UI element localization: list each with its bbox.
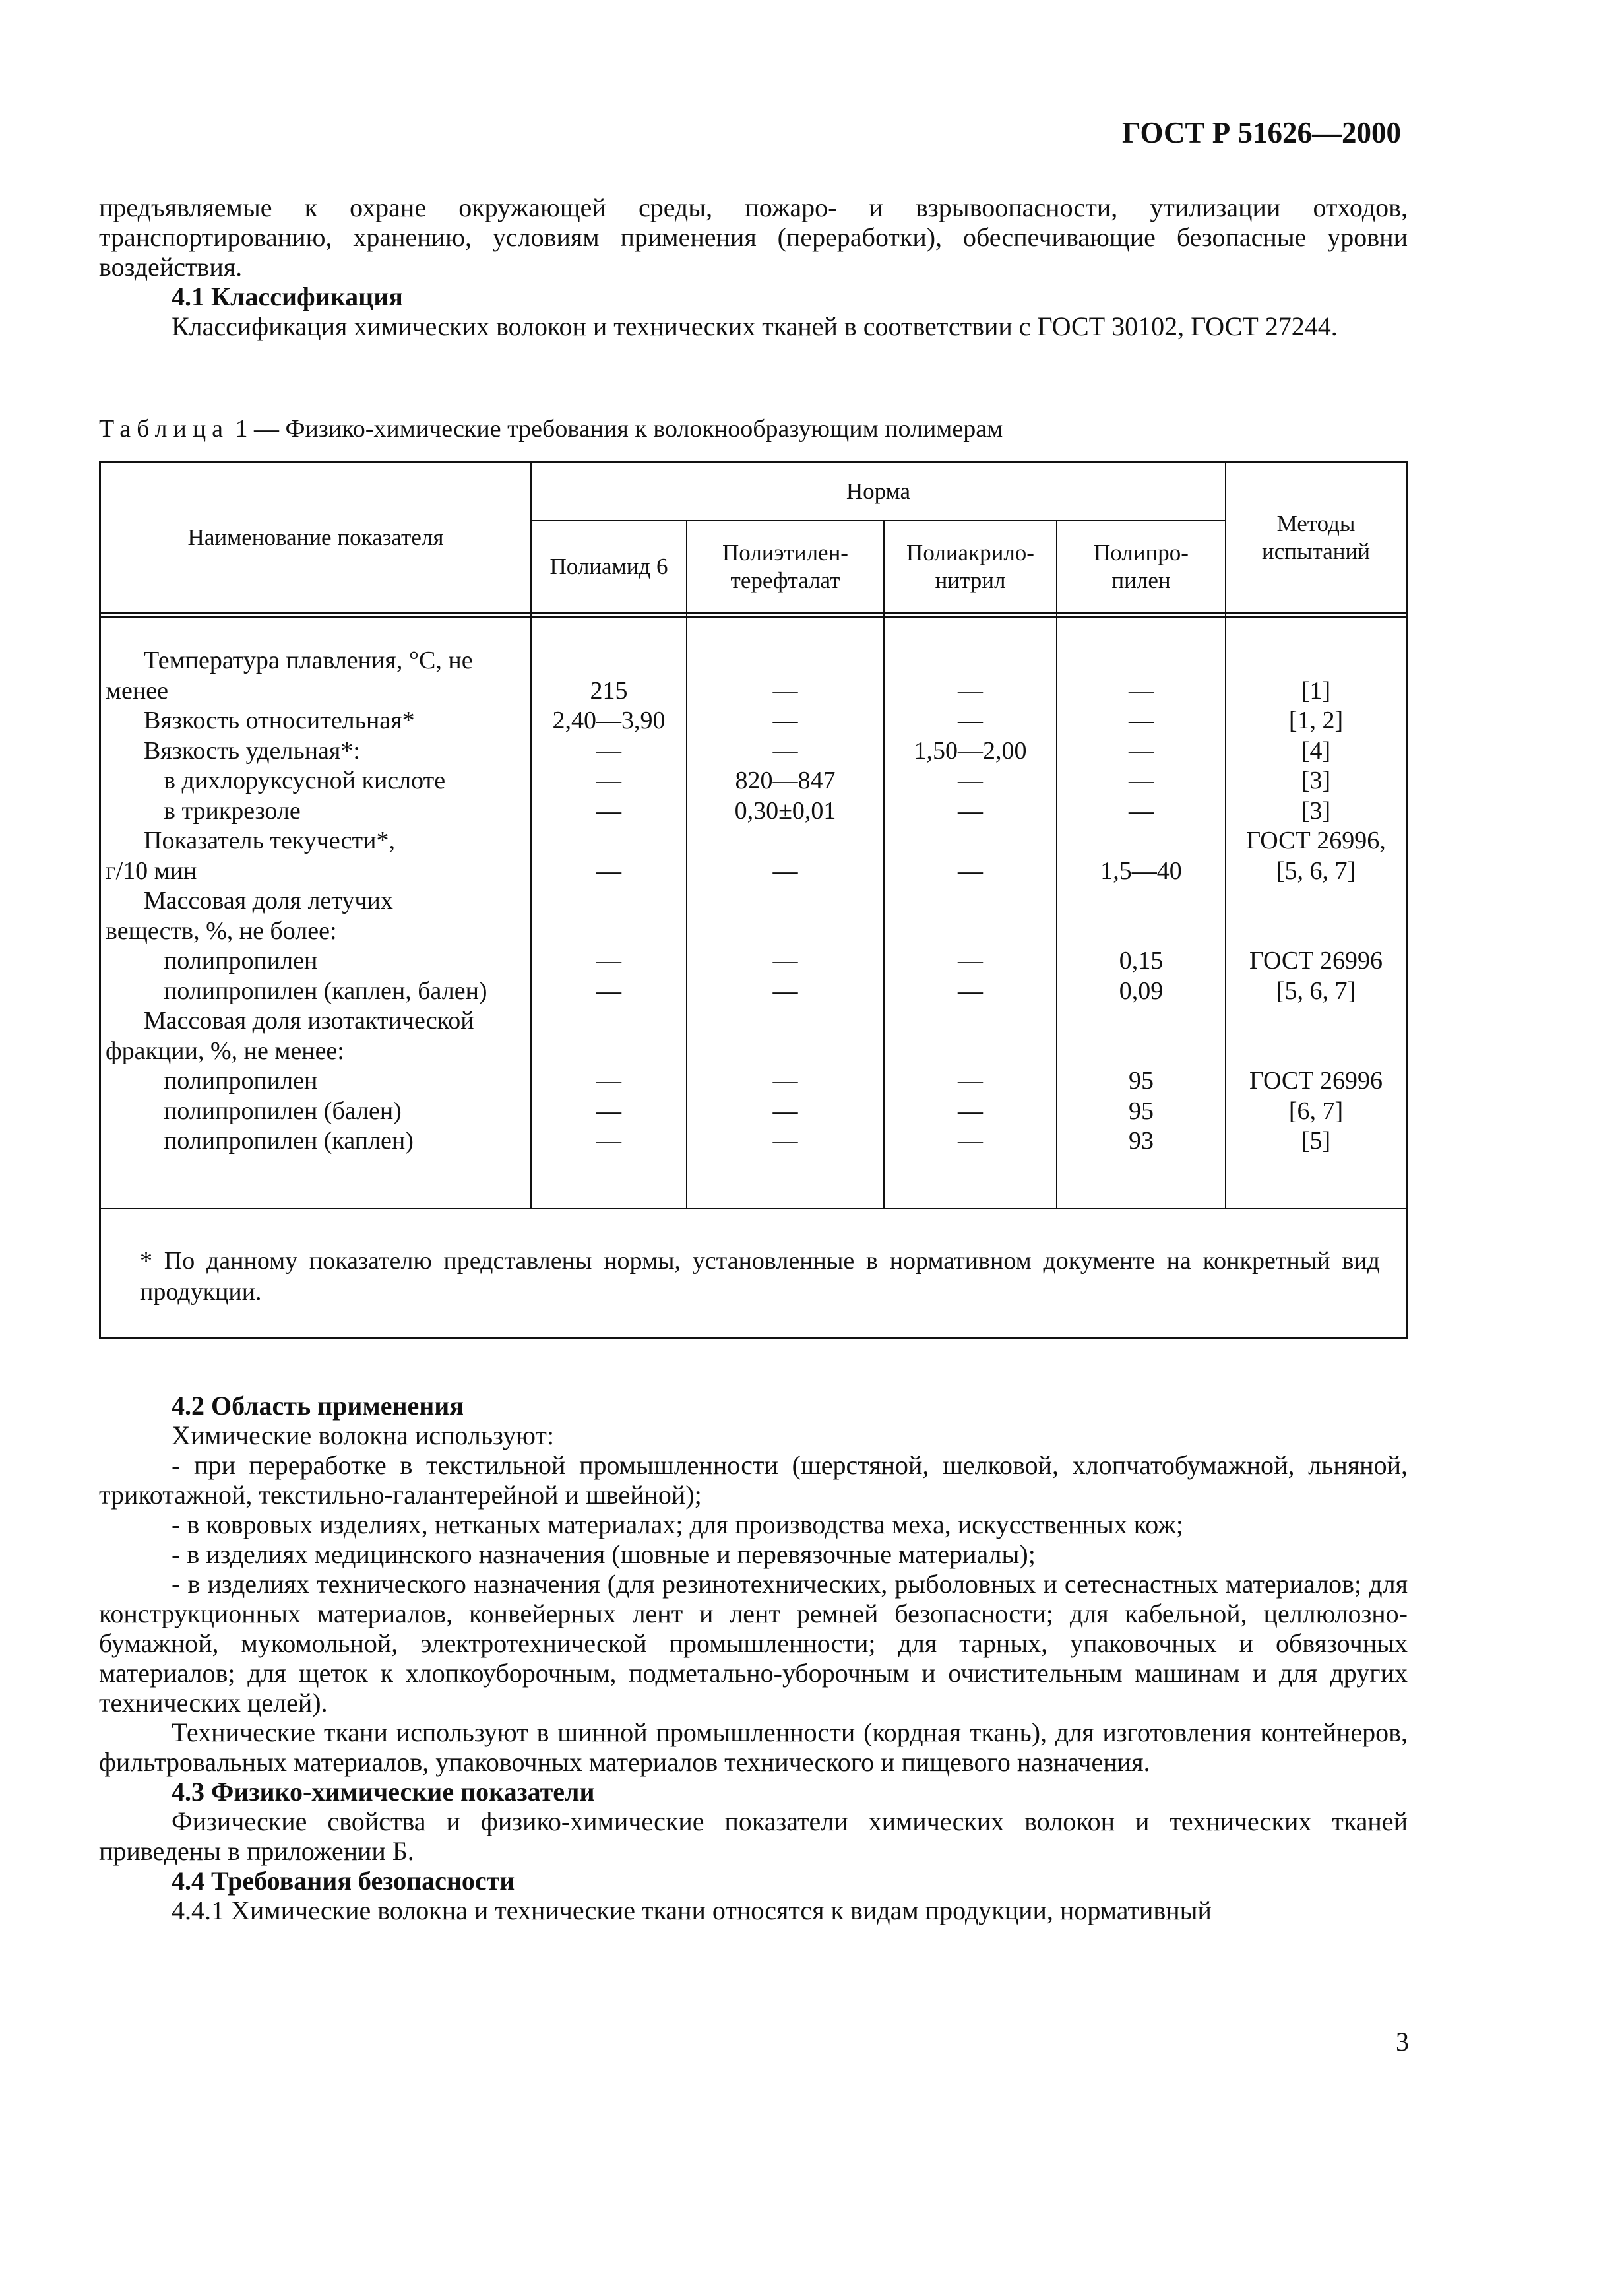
paragraph-4-2-tech: Технические ткани используют в шинной промышленности (кордная ткань), для изготовления контейнеров, фильтровальных материалов, упаковочных материалов технического и пищевого назначения. (99, 1717, 1408, 1777)
paragraph-4-4-1: 4.4.1 Химические волокна и технические ткани относятся к видам продукции, нормативный (172, 1896, 1212, 1925)
cell-value: — (596, 1097, 621, 1125)
cell-value: — (596, 947, 621, 975)
cell-value (687, 646, 883, 676)
cell-value (1057, 826, 1225, 856)
cell-method: [5] (1301, 1127, 1331, 1155)
table-border-right (1406, 461, 1408, 1339)
cell-value: — (772, 1067, 798, 1095)
cell-value: — (958, 767, 983, 794)
header-bottom-rule-double (99, 616, 1408, 618)
cell-value: — (772, 707, 798, 734)
row-name: Вязкость удельная*: (144, 736, 360, 765)
header-methods: Методы испытаний (1262, 510, 1370, 564)
cell-value: — (596, 1127, 621, 1155)
cell-value (532, 646, 686, 676)
row-name: фракции, %, не менее: (106, 1037, 344, 1065)
table-caption (99, 414, 1003, 443)
cell-value: 0,15 (1119, 947, 1164, 975)
col-pet (687, 646, 883, 1157)
cell-value: — (1129, 796, 1154, 825)
cell-method: [5, 6, 7] (1276, 856, 1356, 885)
cell-value: — (596, 767, 621, 794)
requirements-table (99, 461, 1408, 1339)
cell-method (1226, 646, 1406, 676)
cell-value (885, 646, 1056, 676)
col-pp (1057, 646, 1225, 1157)
row-name: полипропилен (каплен, бален) (164, 976, 487, 1005)
col-pan (885, 646, 1056, 1157)
col-polyamide (532, 646, 686, 1157)
cell-value (885, 886, 1056, 916)
cell-value: — (958, 947, 983, 975)
list-item: - в изделиях медицинского назначения (шовные и перевязочные материалы); (172, 1539, 1036, 1569)
cell-value: — (596, 1067, 621, 1095)
paragraph-4-2-intro: Химические волокна используют: (172, 1421, 555, 1450)
cell-method (1226, 1037, 1406, 1067)
cell-value: — (596, 856, 621, 885)
header-polyamide: Полиамид 6 (549, 554, 668, 579)
cell-method: ГОСТ 26996 (1249, 947, 1383, 975)
header-bottom-rule (99, 612, 1408, 614)
cell-method: [1, 2] (1288, 707, 1344, 734)
row-name: веществ, %, не более: (106, 916, 337, 945)
row-name: Вязкость относительная* (144, 707, 415, 734)
cell-value: — (1129, 707, 1154, 734)
row-name: полипропилен (164, 1067, 318, 1095)
cell-method (1226, 916, 1406, 947)
row-name: полипропилен (бален) (164, 1097, 402, 1125)
list-item: - при переработке в текстильной промышленности (шерстяной, шелковой, хлопчатобумажной, льняной, трикотажной, текстильно-галантерейной и швейной); (99, 1450, 1408, 1510)
paragraph-4-1: Классификация химических волокон и технических тканей в соответствии с ГОСТ 30102, ГОСТ 27244. (172, 311, 1338, 341)
cell-value: 95 (1129, 1097, 1154, 1125)
heading-4-4: 4.4 Требования безопасности (172, 1866, 515, 1896)
list-item: - в ковровых изделиях, нетканых материалах; для производства меха, искусственных кож; (172, 1510, 1183, 1539)
cell-value (1057, 916, 1225, 947)
cell-value (1057, 1006, 1225, 1037)
cell-value (687, 1006, 883, 1037)
heading-4-3: 4.3 Физико-химические показатели (172, 1777, 595, 1807)
cell-value: — (596, 796, 621, 825)
table-footnote: * По данному показателю представлены нормы, установленные в нормативном документе на конкретный вид продукции. (140, 1247, 1380, 1306)
cell-value (885, 1006, 1056, 1037)
cell-value: — (772, 736, 798, 765)
cell-value (1057, 1037, 1225, 1067)
cell-value (687, 886, 883, 916)
cell-value (687, 826, 883, 856)
cell-value (885, 916, 1056, 947)
cell-value: 820—847 (735, 767, 836, 794)
cell-value (1057, 646, 1225, 676)
cell-value (885, 826, 1056, 856)
cell-method: [3] (1301, 796, 1331, 825)
cell-value (687, 916, 883, 947)
cell-value: — (958, 1067, 983, 1095)
cell-value: 1,50—2,00 (914, 736, 1027, 765)
cell-value: — (596, 736, 621, 765)
cell-value (1057, 886, 1225, 916)
cell-value: — (772, 947, 798, 975)
row-name: в дихлоруксусной кислоте (164, 767, 446, 794)
cell-value: — (1129, 767, 1154, 794)
row-name: полипропилен (каплен) (164, 1127, 414, 1155)
cell-value (532, 916, 686, 947)
cell-value: — (1129, 736, 1154, 765)
body-sections (99, 1391, 1408, 1925)
cell-value: 0,09 (1119, 976, 1164, 1005)
cell-method: [3] (1301, 767, 1331, 794)
intro-section (99, 193, 1408, 341)
cell-method: [5, 6, 7] (1276, 976, 1356, 1005)
cell-value: — (958, 856, 983, 885)
row-name: полипропилен (164, 947, 318, 975)
header-indicator-name: Наименование показателя (187, 524, 444, 550)
cell-method: [6, 7] (1288, 1097, 1344, 1125)
cell-value: — (772, 1127, 798, 1155)
heading-4-1: 4.1 Классификация (172, 282, 403, 311)
row-name: Массовая доля изотактической (144, 1007, 474, 1035)
header-pet: Полиэтилен-терефталат (722, 540, 848, 593)
cell-method: ГОСТ 26996 (1249, 1067, 1383, 1095)
col-methods (1226, 646, 1406, 1157)
row-name: Температура плавления, °С, не (144, 647, 473, 674)
cell-value: — (958, 976, 983, 1005)
cell-method (1226, 886, 1406, 916)
table-caption-title: 1 — Физико-химические требования к волокнообразующим полимерам (229, 415, 1003, 443)
cell-method: [4] (1301, 736, 1331, 765)
cell-value (687, 1037, 883, 1067)
cell-value (532, 886, 686, 916)
header-pp: Полипро-пилен (1094, 540, 1189, 593)
cell-value: — (958, 707, 983, 734)
cell-value: — (772, 976, 798, 1005)
cell-value: — (958, 796, 983, 825)
footnote-rule (99, 1208, 1408, 1209)
header-pan: Полиакрило-нитрил (906, 540, 1034, 593)
page-number: 3 (1396, 2027, 1409, 2057)
cell-value (532, 1037, 686, 1067)
cell-value: — (772, 1097, 798, 1125)
cell-method (1226, 1006, 1406, 1037)
row-name: г/10 мин (106, 856, 197, 885)
cell-value (532, 826, 686, 856)
cell-value: — (958, 676, 983, 705)
paragraph-4-3: Физические свойства и физико-химические показатели химических волокон и технических тканей приведены в приложении Б. (99, 1807, 1408, 1866)
table-border-bottom (99, 1337, 1408, 1339)
cell-value (885, 1037, 1056, 1067)
row-name: Показатель текучести*, (144, 827, 395, 854)
cell-value (532, 1006, 686, 1037)
cell-value: — (958, 1097, 983, 1125)
row-name: менее (106, 676, 168, 705)
standard-code: ГОСТ Р 51626—2000 (1121, 116, 1401, 149)
cell-value: 95 (1129, 1067, 1154, 1095)
cell-value: — (958, 1127, 983, 1155)
cell-value: — (596, 976, 621, 1005)
cell-value: 215 (590, 676, 628, 705)
heading-4-2: 4.2 Область применения (172, 1391, 464, 1421)
cell-value: — (772, 676, 798, 705)
list-item: - в изделиях технического назначения (для резинотехнических, рыболовных и сетеснастных материалов; для конструкционных материалов, конвейерных лент и лент ремней безопасности; для кабельной, целлюлозно-бумажной, мукомольной, электротехнической промышленности; для тарных, упаковочных и обвязочных материалов; для щеток к хлопкоуборочным, подметально-уборочным и очистительным машинам и для других технических целей). (99, 1569, 1408, 1717)
cell-value: 2,40—3,90 (552, 707, 666, 734)
row-name: в трикрезоле (164, 796, 301, 825)
row-name: Массовая доля летучих (144, 887, 393, 914)
table-caption-word: Таблица (99, 415, 230, 443)
header-norm: Норма (846, 478, 911, 504)
cell-value: 1,5—40 (1100, 856, 1182, 885)
col-indicator-names (99, 646, 530, 1157)
intro-continuation: предъявляемые к охране окружающей среды, пожаро- и взрывоопасности, утилизации отходов, транспортированию, хранению, условиям применения (переработки), обеспечивающие безопасные уровни воздействия. (99, 193, 1408, 282)
cell-value: 93 (1129, 1127, 1154, 1155)
cell-value: 0,30±0,01 (734, 796, 836, 825)
cell-method: [1] (1301, 676, 1331, 705)
cell-value: — (1129, 676, 1154, 705)
cell-method: ГОСТ 26996, (1246, 827, 1386, 854)
cell-value: — (772, 856, 798, 885)
